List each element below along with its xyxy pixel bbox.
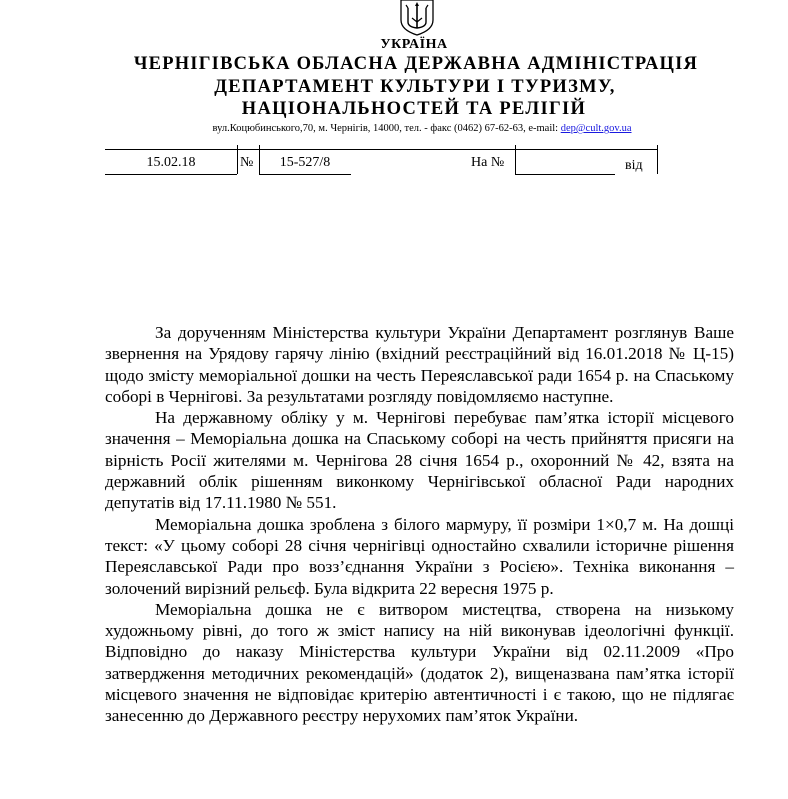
registration-line [105,149,657,174]
organization-title: ЧЕРНІГІВСЬКА ОБЛАСНА ДЕРЖАВНА АДМІНІСТРАЦІЯ [133,54,699,74]
from-date-label: від [625,158,643,173]
outgoing-date: 15.02.18 [105,150,237,175]
reply-to-label: На № [471,155,505,170]
outgoing-number: 15-527/8 [259,150,351,175]
contact-address [0,123,788,134]
reply-to-number [515,150,615,175]
paragraph-2: На державному обліку у м. Чернігові перебуває пам’ятка історії місцевого значення – Меморіальна дошка на Спаському соборі на честь прийняття присяги на вірність Росії жителями м. Чернігова 28 січня 1654 р., охоронний № 42, взята на державний облік рішенням виконкому Чернігівської обласної Ради народних депутатів від 17.11.1980 № 551. [105,408,734,513]
outgoing-number-label: № [240,155,254,170]
country-title: УКРАЇНА [380,37,448,52]
trident-coat-of-arms-icon [397,0,437,36]
letter-body [105,322,734,727]
department-title-line1: ДЕПАРТАМЕНТ КУЛЬТУРИ І ТУРИЗМУ, [214,77,616,97]
paragraph-1: За дорученням Міністерства культури України Департамент розглянув Ваше звернення на Урядову гарячу лінію (вхідний реєстраційний від 16.01.2018 № Ц-15) щодо змісту меморіальної дошки на честь Переяславської ради 1654 р. на Спаському соборі в Чернігові. За результатами розгляду повідомляємо наступне. [105,323,734,406]
email-link[interactable]: dep@cult.gov.ua [560,123,632,134]
paragraph-4: Меморіальна дошка не є витвором мистецтва, створена на низькому художньому рівні, до того ж зміст напису на ній виконував ідеологічні функції. Відповідно до наказу Міністерства культури України від 02.11.2009 «Про затвердження методичних рекомендацій» (додаток 2), вищеназвана пам’ятка історії місцевого значення не відповідає критерію автентичності і є такою, що не підлягає занесенню до Державного реєстру нерухомих пам’яток України. [105,599,734,726]
department-title-line2: НАЦІОНАЛЬНОСТЕЙ ТА РЕЛІГІЙ [241,99,587,119]
address-text: вул.Коцюбинського,70, м. Чернігів, 14000, тел. - факс (0462) 67-62-63, e-mail: [212,123,561,134]
from-date [639,150,657,174]
paragraph-3: Меморіальна дошка зроблена з білого мармуру, її розміри 1×0,7 м. На дошці текст: «У цьому соборі 28 січня чернігівці одностайно схвалили історичне рішення Переяславської Ради про возз’єднання України з Росією». Техніка виконання – золочений вирізний рельєф. Була відкрита 22 вересня 1975 р. [105,514,734,598]
